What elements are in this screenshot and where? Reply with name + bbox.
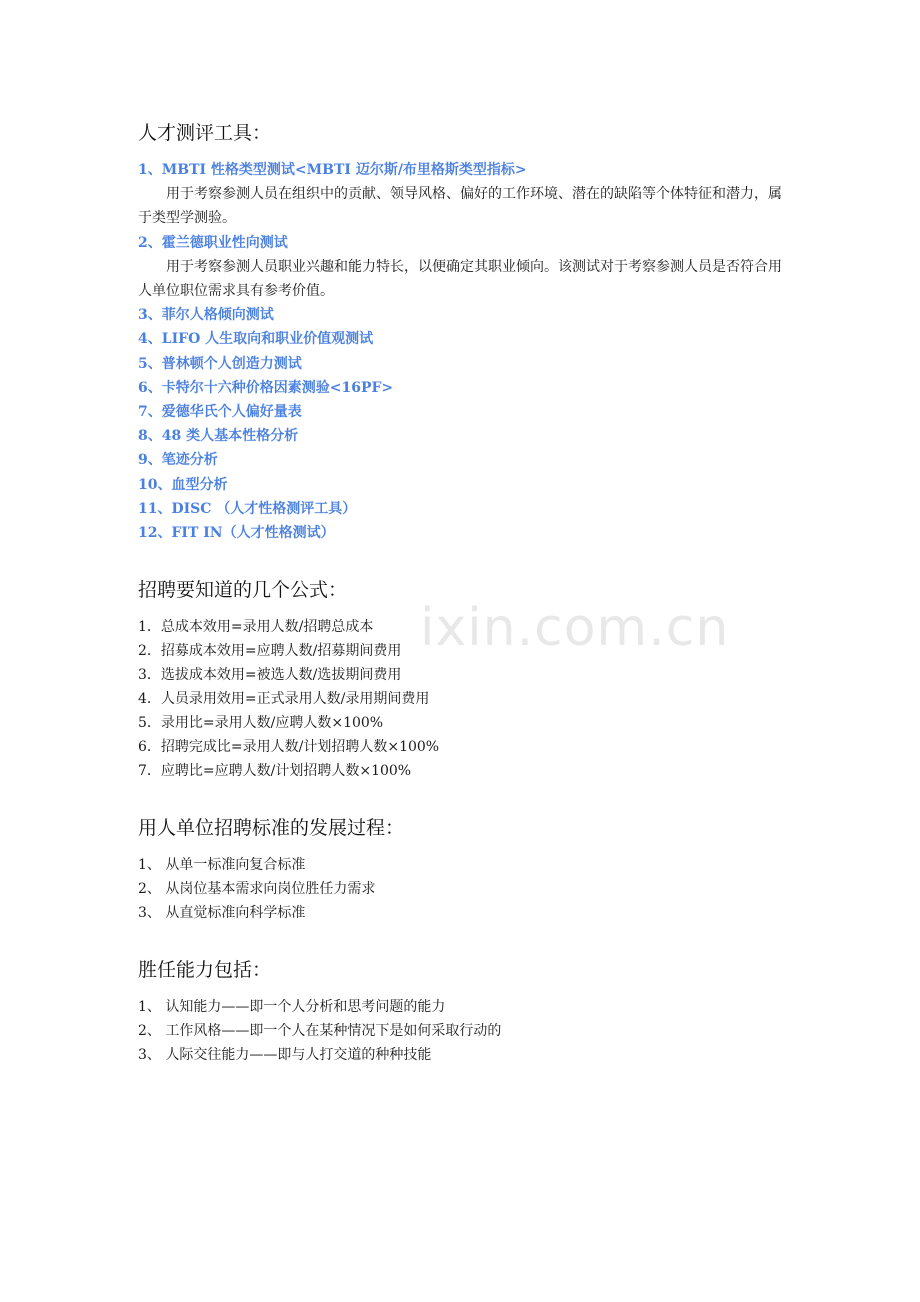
tool-item: 11、DISC （人才性格测评工具） [138,500,357,517]
standard-item: 3、 从直觉标准向科学标准 [138,905,306,922]
standard-item: 1、 从单一标准向复合标准 [138,857,306,874]
document-page [138,118,788,1097]
formula-item: 2．招募成本效用=应聘人数/招募期间费用 [138,643,402,660]
section-recruitment-formulas [138,575,788,783]
tool-item-holland: 2、霍兰德职业性向测试 [138,234,288,251]
tool-item: 8、48 类人基本性格分析 [138,428,299,445]
competency-item: 2、 工作风格——即一个人在某种情况下是如何采取行动的 [138,1023,502,1040]
tool-item-mbti: 1、MBTI 性格类型测试<MBTI 迈尔斯/布里格斯类型指标> [138,162,527,178]
watermark: ixin.com.cn [420,598,730,658]
competency-item: 3、 人际交往能力——即与人打交道的种种技能 [138,1047,432,1064]
section-heading: 招聘要知道的几个公式： [138,579,348,602]
section-heading: 人才测评工具： [138,122,272,144]
standard-item: 2、 从岗位基本需求向岗位胜任力需求 [138,881,376,898]
tool-description: 用于考察参测人员在组织中的贡献、领导风格、偏好的工作环境、潜在的缺陷等个体特征和潜力，属于类型学测验。 [138,186,782,227]
formula-item: 1．总成本效用=录用人数/招聘总成本 [138,619,374,636]
section-assessment-tools [138,118,788,545]
tool-item: 9、笔迹分析 [138,452,218,469]
tool-item: 10、血型分析 [138,476,228,493]
competency-item: 1、 认知能力——即一个人分析和思考问题的能力 [138,999,446,1016]
section-competencies [138,955,788,1067]
formula-item: 5．录用比=录用人数/应聘人数×100% [138,715,384,732]
tool-item: 6、卡特尔十六种价格因素测验<16PF> [138,379,394,396]
formula-item: 4．人员录用效用=正式录用人数/录用期间费用 [138,691,430,708]
tool-item: 7、爱德华氏个人偏好量表 [138,404,302,421]
section-heading: 用人单位招聘标准的发展过程： [138,817,405,840]
formula-item: 7．应聘比=应聘人数/计划招聘人数×100% [138,763,412,780]
tool-description: 用于考察参测人员职业兴趣和能力特长，以便确定其职业倾向。该测试对于考察参测人员是否符合用人单位职位需求具有参考价值。 [138,258,782,300]
tool-item: 12、FIT IN（人才性格测试） [138,525,335,542]
section-standards-development [138,813,788,925]
tool-item: 4、LIFO 人生取向和职业价值观测试 [138,331,374,348]
formula-item: 3．选拔成本效用=被选人数/选拔期间费用 [138,667,402,684]
tool-item: 5、普林顿个人创造力测试 [138,355,302,372]
tool-item: 3、菲尔人格倾向测试 [138,307,274,324]
formula-item: 6．招聘完成比=录用人数/计划招聘人数×100% [138,739,440,756]
section-heading: 胜任能力包括： [138,959,272,982]
